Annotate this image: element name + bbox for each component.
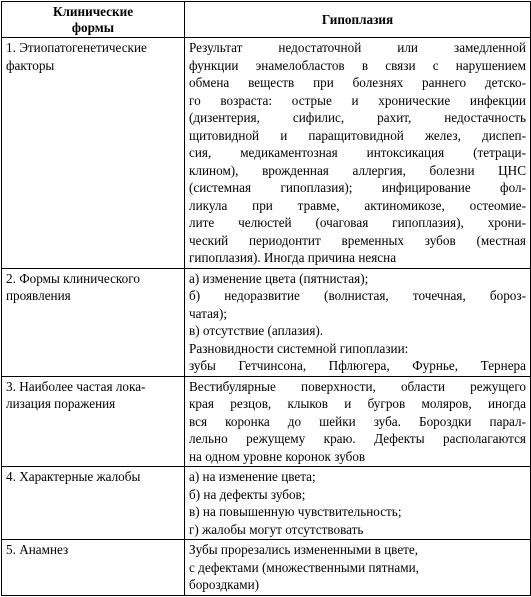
table-row [2, 268, 531, 376]
desc-line: в) отсутствие (аплазия). [189, 323, 324, 338]
table-row [2, 540, 531, 596]
clinical-form-cell [2, 268, 185, 376]
description-cell [185, 467, 531, 540]
form-line: 1. Этиопатогенетические [6, 40, 147, 55]
desc-line: а) изменение цвета (пятнистая); [189, 270, 369, 286]
description-cell [185, 540, 531, 596]
form-line: 2. Формы клинического [6, 270, 140, 286]
desc-line: в) на повышенную чувствительность; [189, 504, 402, 519]
clinical-form-cell [2, 376, 185, 467]
header-clinical-forms [2, 2, 185, 38]
header-line: формы [71, 20, 115, 35]
desc-line: Вестибулярные поверхности, области режущего [189, 378, 526, 394]
desc-line: щитовидной и паращитовидной желез, диспеп- [189, 127, 526, 143]
description-cell [185, 38, 531, 269]
header-line: Гипоплазия [321, 12, 394, 27]
desc-line: Разновидности системной гипоплазии: [189, 340, 409, 356]
desc-line: б) на дефекты зубов; [189, 486, 306, 502]
description-cell [185, 376, 531, 467]
desc-line: клином), врожденная аллергия, болезни ЦНС [189, 162, 526, 178]
table-row [2, 38, 531, 269]
desc-line: края резцов, клыков и бугров моляров, иногда [189, 396, 526, 411]
desc-line: ликула при травме, актиномикозе, остеомие- [189, 197, 526, 213]
desc-line: б) недоразвитие (волнистая, точечная, бороз- [189, 288, 526, 303]
desc-line: г) жалобы могут отсутствовать [189, 521, 364, 537]
desc-line: (системная гипоплазия); инфицирование фол- [189, 180, 526, 195]
desc-line: Зубы прорезались измененными в цвете, [189, 542, 419, 557]
desc-line: Результат недостаточной или замедленной [189, 40, 526, 55]
form-line: 3. Наиболее частая лока- [6, 378, 146, 394]
table-body [2, 38, 531, 596]
desc-line: зубы Гетчинсона, Пфлюгера, Фурнье, Тернера [189, 358, 526, 373]
clinical-form-cell [2, 467, 185, 540]
desc-line: с дефектами (множественными пятнами, [189, 559, 419, 575]
form-line: 4. Характерные жалобы [6, 469, 141, 484]
desc-line: функции энамелобластов в связи с нарушением [189, 57, 526, 73]
desc-line: сия, медикаментозная интоксикация (тетраци- [189, 145, 526, 160]
clinical-form-cell [2, 38, 185, 269]
clinical-form-cell [2, 540, 185, 596]
desc-line: а) на изменение цвета; [189, 469, 316, 484]
form-line: лизация поражения [6, 396, 116, 411]
desc-line: бороздками) [189, 577, 260, 592]
desc-line: на одном уровне коронок зубов [189, 448, 366, 464]
table-header [2, 2, 531, 38]
desc-line: чатая); [189, 305, 228, 321]
form-line: 5. Анамнез [6, 542, 69, 557]
form-line: проявления [6, 288, 71, 303]
header-hypoplasia [185, 2, 531, 38]
desc-line: гипоплазия). Иногда причина неясна [189, 250, 397, 265]
desc-line: лите челюстей (очаговая гипоплазия), хрони- [189, 215, 526, 230]
form-line: факторы [6, 57, 55, 73]
clinical-forms-table [1, 1, 531, 596]
desc-line: (дизентерия, сифилис, рахит, недостачность [189, 110, 526, 125]
desc-line: обмена веществ при болезнях раннего детско- [189, 75, 526, 90]
table-row [2, 376, 531, 467]
header-line: Клинические [52, 4, 134, 19]
desc-line: го возраста: острые и хронические инфекции [189, 92, 526, 108]
desc-line: вся коронка до шейки зуба. Бороздки парал- [189, 413, 526, 429]
table-row [2, 467, 531, 540]
desc-line: ческий периодонтит временных зубов (местная [189, 232, 526, 248]
desc-line: лельно режущему краю. Дефекты располагаются [189, 431, 526, 446]
header-row [2, 2, 531, 38]
description-cell [185, 268, 531, 376]
